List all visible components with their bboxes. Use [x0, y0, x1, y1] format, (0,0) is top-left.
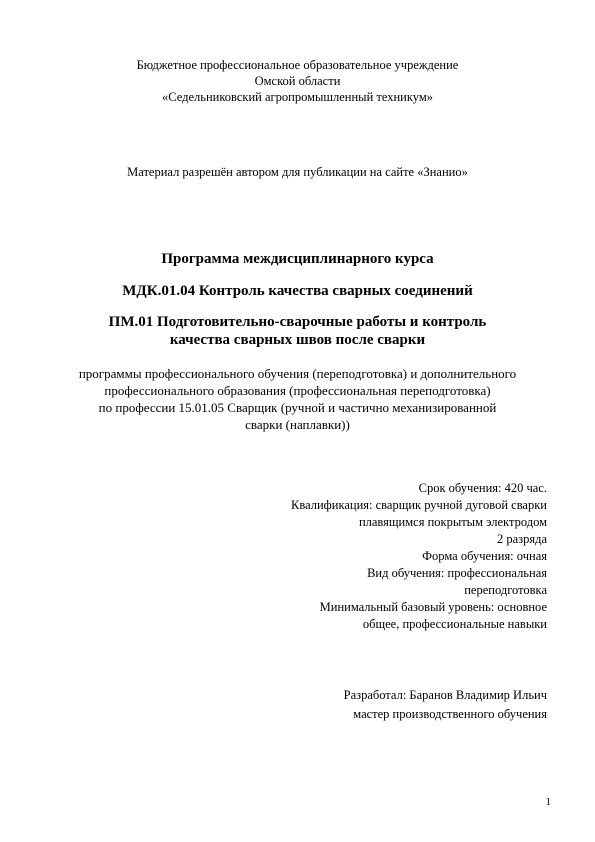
details-qualification: Квалификация: сварщик ручной дуговой сварки	[291, 498, 547, 512]
title-line-3: ПМ.01 Подготовительно-сварочные работы и контроль	[108, 314, 487, 330]
details-qualification-cont: плавящимся покрытым электродом	[358, 515, 547, 529]
page-number: 1	[545, 796, 551, 808]
institution-line-2: Омской области	[254, 74, 341, 88]
description-line-1: программы профессионального обучения (переподготовка) и дополнительного	[78, 366, 517, 381]
details-study-type: Вид обучения: профессиональная	[367, 566, 547, 580]
details-duration: Срок обучения: 420 час.	[418, 481, 547, 495]
description-line-3: по профессии 15.01.05 Сварщик (ручной и частично механизированной	[98, 400, 497, 415]
permission-note: Материал разрешён автором для публикации на сайте «Знанио»	[127, 165, 468, 179]
details-study-form: Форма обучения: очная	[422, 549, 547, 563]
title-line-1: Программа междисциплинарного курса	[161, 251, 434, 267]
institution-line-3: «Седельниковский агропромышленный техникум»	[161, 90, 434, 104]
details-min-level: Минимальный базовый уровень: основное	[319, 600, 547, 614]
institution-line-1: Бюджетное профессиональное образовательное учреждение	[136, 58, 459, 72]
details-min-level-cont: общее, профессиональные навыки	[362, 617, 547, 631]
title-line-2: МДК.01.04 Контроль качества сварных соединений	[122, 283, 473, 299]
author-position: мастер производственного обучения	[353, 707, 547, 721]
description-line-4: сварки (наплавки))	[245, 417, 350, 432]
details-grade: 2 разряда	[496, 532, 547, 546]
description-line-2: профессионального образования (профессиональная переподготовка)	[104, 383, 491, 398]
author-name: Разработал: Баранов Владимир Ильич	[343, 688, 547, 702]
title-line-4: качества сварных швов после сварки	[169, 332, 426, 348]
details-study-type-cont: переподготовка	[464, 583, 547, 597]
